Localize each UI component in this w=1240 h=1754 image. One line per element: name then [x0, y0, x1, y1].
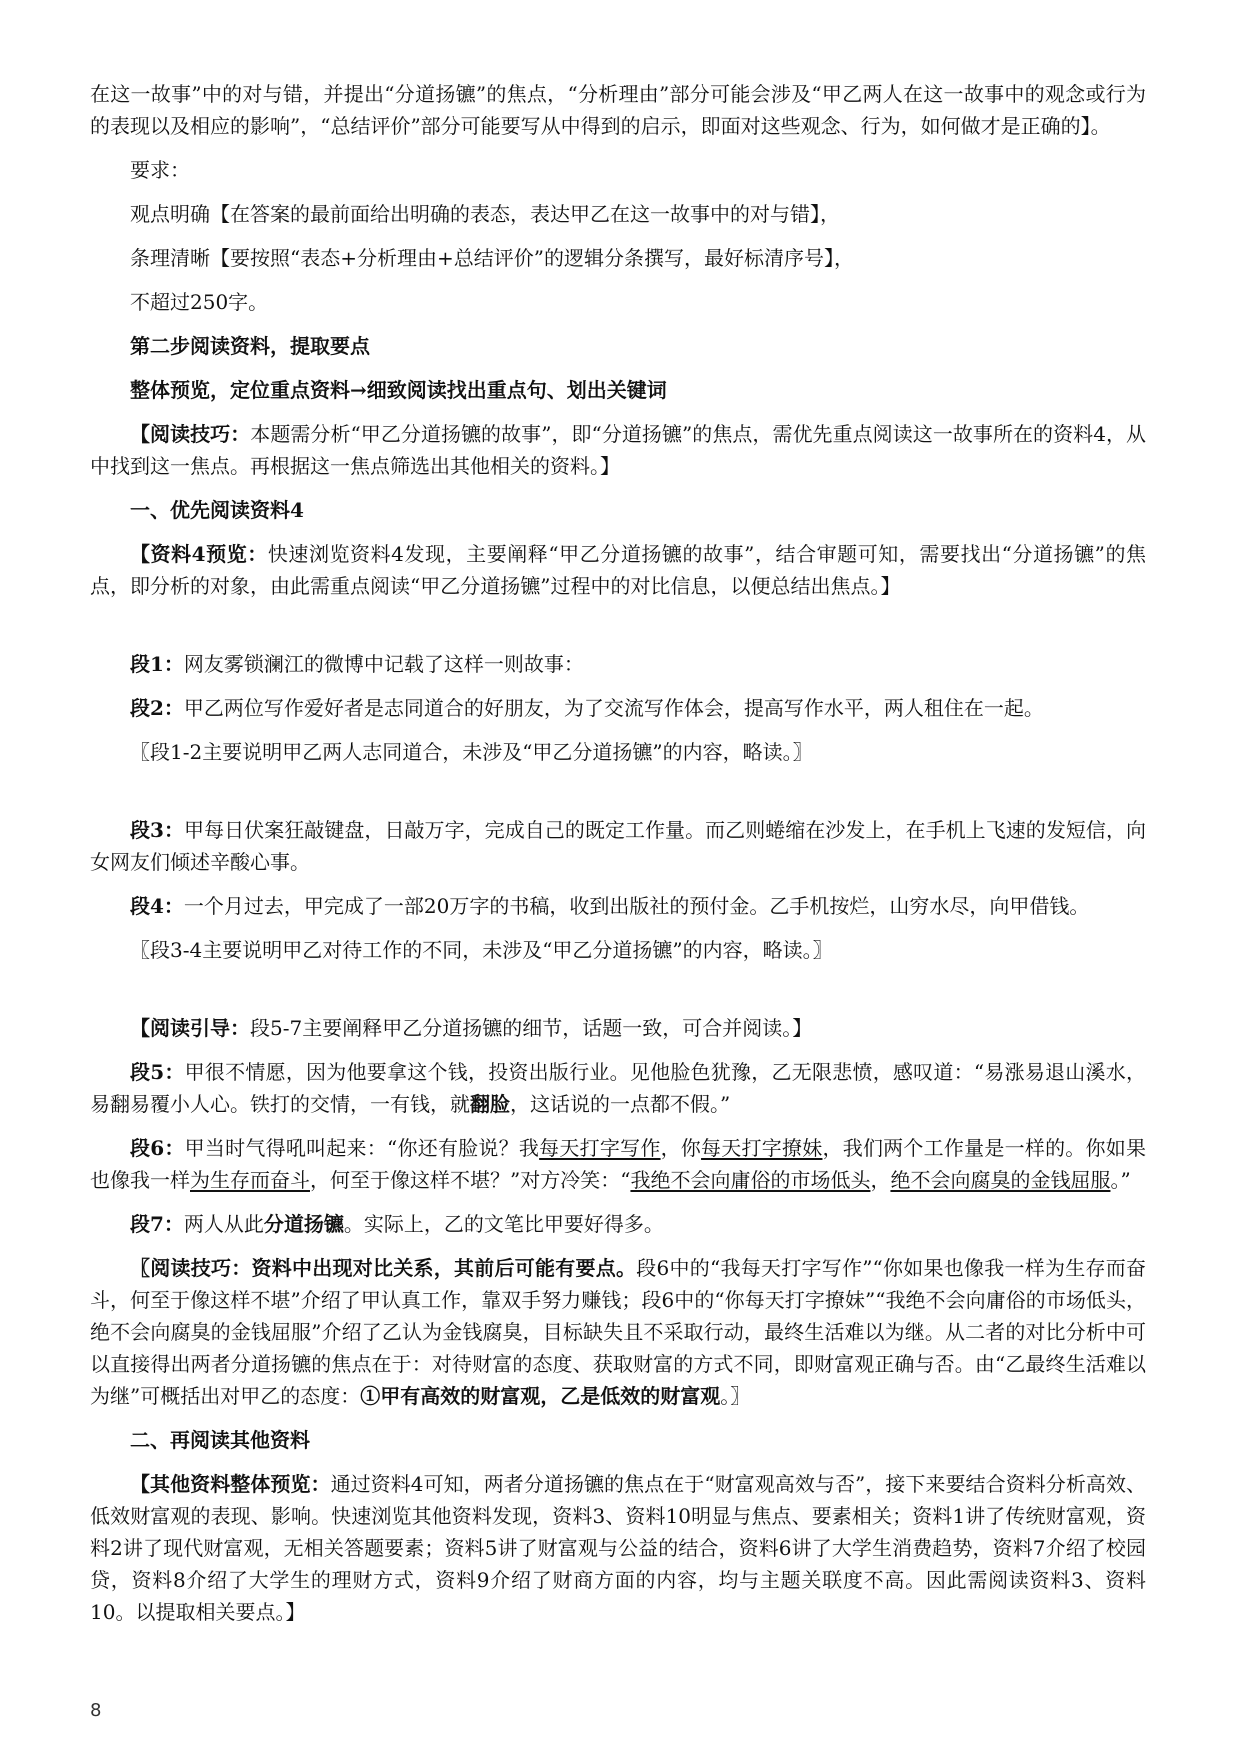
paragraph-7-text-c: 。实际上，乙的文笔比甲要好得多。 — [343, 1212, 664, 1236]
paragraph-5-text-c: ，这话说的一点都不假。” — [510, 1092, 731, 1116]
paragraph-3 — [90, 814, 1146, 878]
note-paragraphs-1-2: 〖段1-2主要说明甲乙两人志同道合，未涉及“甲乙分道扬镳”的内容，略读。〗 — [130, 740, 813, 764]
reading-tip-2-end: 。〗 — [720, 1384, 751, 1408]
paragraph-5-text-a: 甲很不情愿，因为他要拿这个钱，投资出版行业。见他脸色犹豫，乙无限悲愤，感叹道：“易涨易退山溪水，易翻易覆小人心。铁打的交情，一有钱，就 — [90, 1060, 1146, 1116]
paragraph-7-label: 段7： — [130, 1212, 184, 1236]
paragraph-4-text: 一个月过去，甲完成了一部20万字的书稿，收到出版社的预付金。乙手机按烂，山穷水尽，向甲借钱。 — [183, 894, 1090, 918]
material-4-preview-label: 【资料4预览： — [130, 542, 268, 566]
paragraph-6-text-c: ，我们两个工作量是一样的。你如果也像我一样 — [90, 1136, 1147, 1192]
material-4-preview-text: 快速浏览资料4发现，主要阐释“甲乙分道扬镳的故事”，结合审题可知，需要找出“分道扬镳”的焦点，即分析的对象，由此需重点阅读“甲乙分道扬镳”过程中的对比信息，以便总结出焦点。】 — [90, 542, 1146, 598]
note-paragraphs-3-4: 〖段3-4主要说明甲乙对待工作的不同，未涉及“甲乙分道扬镳”的内容，略读。〗 — [130, 938, 833, 962]
paragraph-1-label: 段1： — [130, 652, 184, 676]
reading-tip-1 — [90, 418, 1146, 482]
paragraph-4-label: 段4： — [130, 894, 184, 918]
spacer — [90, 780, 1146, 814]
paragraph-6-keyphrase-4: 我绝不会向庸俗的市场低头 — [630, 1168, 871, 1192]
paragraph-6-keyphrase-5: 绝不会向腐臭的金钱屈服 — [890, 1168, 1111, 1192]
page-number: 8 — [90, 1700, 102, 1721]
paragraph-1 — [90, 648, 1146, 680]
paragraph-1-text: 网友雾锁澜江的微博中记载了这样一则故事： — [183, 652, 584, 676]
material-4-preview — [90, 538, 1146, 602]
paragraph-6-keyphrase-2: 每天打字撩妹 — [701, 1136, 823, 1160]
paragraph-3-label: 段3： — [130, 818, 185, 842]
paragraph-7 — [90, 1208, 1146, 1240]
paragraph-4 — [90, 890, 1146, 922]
reading-tip-1-label: 【阅读技巧： — [130, 422, 251, 446]
paragraph-7-keyword: 分道扬镳 — [263, 1212, 344, 1236]
paragraph-5-label: 段5： — [130, 1060, 185, 1084]
paragraph-6 — [90, 1132, 1146, 1196]
reading-tip-2-label: 〖阅读技巧：资料中出现对比关系，其前后可能有要点。 — [130, 1256, 637, 1280]
requirement-3: 不超过250字。 — [130, 290, 269, 314]
paragraph-6-text-d: ，何至于像这样不堪？”对方冷笑：“ — [310, 1168, 631, 1192]
step2-heading: 第二步阅读资料，提取要点 — [130, 334, 370, 358]
paragraph-6-text-f: 。” — [1110, 1168, 1131, 1192]
requirement-2: 条理清晰【要按照“表态+分析理由+总结评价”的逻辑分条撰写，最好标清序号】， — [130, 246, 854, 270]
section-2-heading: 二、再阅读其他资料 — [130, 1428, 310, 1452]
paragraph-5-keyword: 翻脸 — [470, 1092, 510, 1116]
paragraph-6-label: 段6： — [130, 1136, 185, 1160]
reading-tip-2-text: 段6中的“我每天打字写作”“你如果也像我一样为生存而奋斗，何至于像这样不堪”介绍了甲认真工作，靠双手努力赚钱；段6中的“你每天打字撩妹”“我绝不会向庸俗的市场低头，绝不会向腐臭的金钱屈服”介绍了乙认为金钱腐臭，目标缺失且不采取行动，最终生活难以为继。从二者的对比分析中可以直接得出两者分道扬镳的焦点在于：对待财富的态度、获取财富的方式不同，即财富观正确与否。由“乙最终生活难以为继”可概括出对甲乙的态度： — [90, 1256, 1146, 1408]
reading-tip-2-conclusion: ①甲有高效的财富观，乙是低效的财富观 — [360, 1384, 721, 1408]
other-materials-preview-text: 通过资料4可知，两者分道扬镳的焦点在于“财富观高效与否”，接下来要结合资料分析高效、低效财富观的表现、影响。快速浏览其他资料发现，资料3、资料10明显与焦点、要素相关；资料1讲了传统财富观，资料2讲了现代财富观，无相关答题要素；资料5讲了财富观与公益的结合，资料6讲了大学生消费趋势，资料7介绍了校园贷，资料8介绍了大学生的理财方式，资料9介绍了财商方面的内容，均与主题关联度不高。因此需阅读资料3、资料10。以提取相关要点。】 — [90, 1472, 1146, 1624]
paragraph-3-text: 甲每日伏案狂敲键盘，日敲万字，完成自己的既定工作量。而乙则蜷缩在沙发上，在手机上飞速的发短信，向女网友们倾述辛酸心事。 — [90, 818, 1146, 874]
document-body — [90, 78, 1146, 1640]
paragraph-6-text-a: 甲当时气得吼叫起来：“你还有脸说？我 — [184, 1136, 540, 1160]
reading-tip-1-text: 本题需分析“甲乙分道扬镳的故事”，即“分道扬镳”的焦点，需优先重点阅读这一故事所在的资料4，从中找到这一焦点。再根据这一焦点筛选出其他相关的资料。】 — [90, 422, 1147, 478]
paragraph-6-text-e: ， — [870, 1168, 891, 1192]
reading-guide — [90, 1012, 1146, 1044]
requirement-1: 观点明确【在答案的最前面给出明确的表态，表达甲乙在这一故事中的对与错】， — [130, 202, 840, 226]
spacer — [90, 978, 1146, 1012]
section-1-heading: 一、优先阅读资料4 — [130, 498, 304, 522]
spacer — [90, 614, 1146, 648]
step2-subheading: 整体预览，定位重点资料→细致阅读找出重点句、划出关键词 — [130, 378, 667, 402]
intro-paragraph: 在这一故事”中的对与错，并提出“分道扬镳”的焦点，“分析理由”部分可能会涉及“甲乙两人在这一故事中的观念或行为的表现以及相应的影响”，“总结评价”部分可能要写从中得到的启示，即面对这些观念、行为，如何做才是正确的】。 — [90, 82, 1146, 138]
paragraph-6-keyphrase-1: 每天打字写作 — [539, 1136, 661, 1160]
paragraph-6-text-b: ，你 — [660, 1136, 702, 1160]
paragraph-6-keyphrase-3: 为生存而奋斗 — [190, 1168, 310, 1192]
reading-guide-label: 【阅读引导： — [130, 1016, 250, 1040]
paragraph-5 — [90, 1056, 1146, 1120]
reading-guide-text: 段5-7主要阐释甲乙分道扬镳的细节，话题一致，可合并阅读。】 — [250, 1016, 813, 1040]
paragraph-2-label: 段2： — [130, 696, 184, 720]
paragraph-2-text: 甲乙两位写作爱好者是志同道合的好朋友，为了交流写作体会，提高写作水平，两人租住在一起。 — [183, 696, 1044, 720]
reading-tip-2 — [90, 1252, 1146, 1412]
requirements-label: 要求： — [130, 158, 190, 182]
paragraph-7-text-a: 两人从此 — [183, 1212, 264, 1236]
other-materials-preview-label: 【其他资料整体预览： — [130, 1472, 331, 1496]
paragraph-2 — [90, 692, 1146, 724]
other-materials-preview — [90, 1468, 1146, 1628]
